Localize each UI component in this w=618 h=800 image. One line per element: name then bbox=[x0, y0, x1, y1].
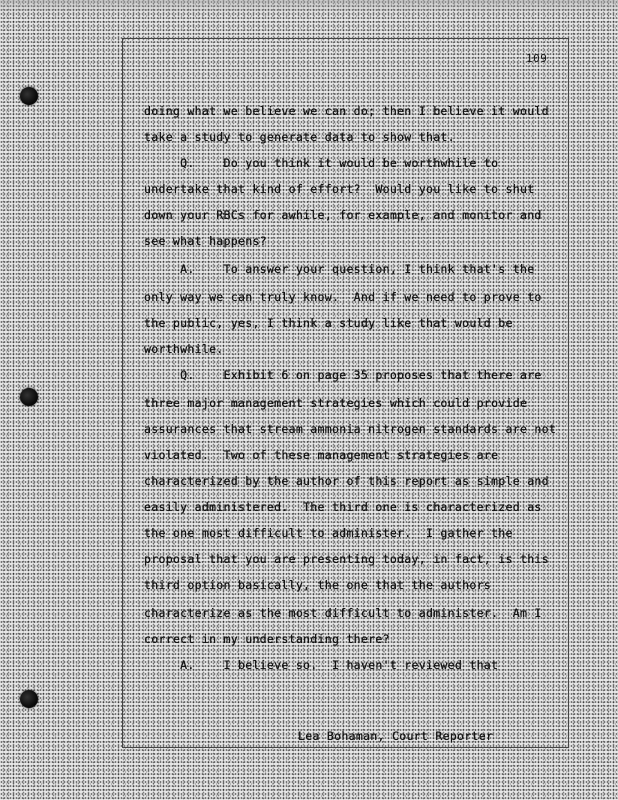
transcript-line: take a study to generate data to show that. bbox=[144, 130, 455, 144]
transcript-line: down your RBCs for awhile, for example, and monitor and bbox=[144, 208, 542, 222]
transcript-line: only way we can truly know. And if we need to prove to bbox=[144, 290, 542, 304]
transcript-line: correct in my understanding there? bbox=[144, 632, 390, 646]
transcript-line: assurances that stream ammonia nitrogen standards are not bbox=[144, 422, 557, 436]
binder-hole-bottom bbox=[20, 690, 38, 708]
transcript-line: characterize as the most difficult to administer. Am I bbox=[144, 606, 542, 620]
transcript-line: see what happens? bbox=[144, 234, 267, 248]
transcript-line: third option basically, the one that the authors bbox=[144, 578, 492, 592]
transcript-line: proposal that you are presenting today, in fact, is this bbox=[144, 552, 549, 566]
transcript-line: worthwhile. bbox=[144, 342, 224, 356]
court-reporter-footer: Lea Bohaman, Court Reporter bbox=[298, 729, 494, 743]
transcript-line: A. I believe so. I haven't reviewed that bbox=[144, 658, 499, 672]
transcript-line: easily administered. The third one is characterized as bbox=[144, 500, 542, 514]
transcript-line: Q. Do you think it would be worthwhile to bbox=[144, 156, 499, 170]
transcript-line: undertake that kind of effort? Would you like to shut bbox=[144, 182, 535, 196]
transcript-line: Q. Exhibit 6 on page 35 proposes that there are bbox=[144, 368, 542, 382]
binder-hole-middle bbox=[20, 388, 38, 406]
page-number: 109 bbox=[526, 52, 548, 65]
transcript-line: violated. Two of these management strategies are bbox=[144, 448, 499, 462]
transcript-line: the one most difficult to administer. I gather the bbox=[144, 526, 513, 540]
transcript-line: the public, yes, I think a study like that would be bbox=[144, 316, 513, 330]
transcript-line: three major management strategies which could provide bbox=[144, 396, 528, 410]
transcript-line: A. To answer your question, I think that's the bbox=[144, 262, 535, 276]
binder-hole-top bbox=[20, 87, 38, 105]
scan-top-shadow bbox=[0, 0, 618, 14]
transcript-line: doing what we believe we can do; then I believe it would bbox=[144, 104, 549, 118]
transcript-line: characterized by the author of this report as simple and bbox=[144, 474, 549, 488]
